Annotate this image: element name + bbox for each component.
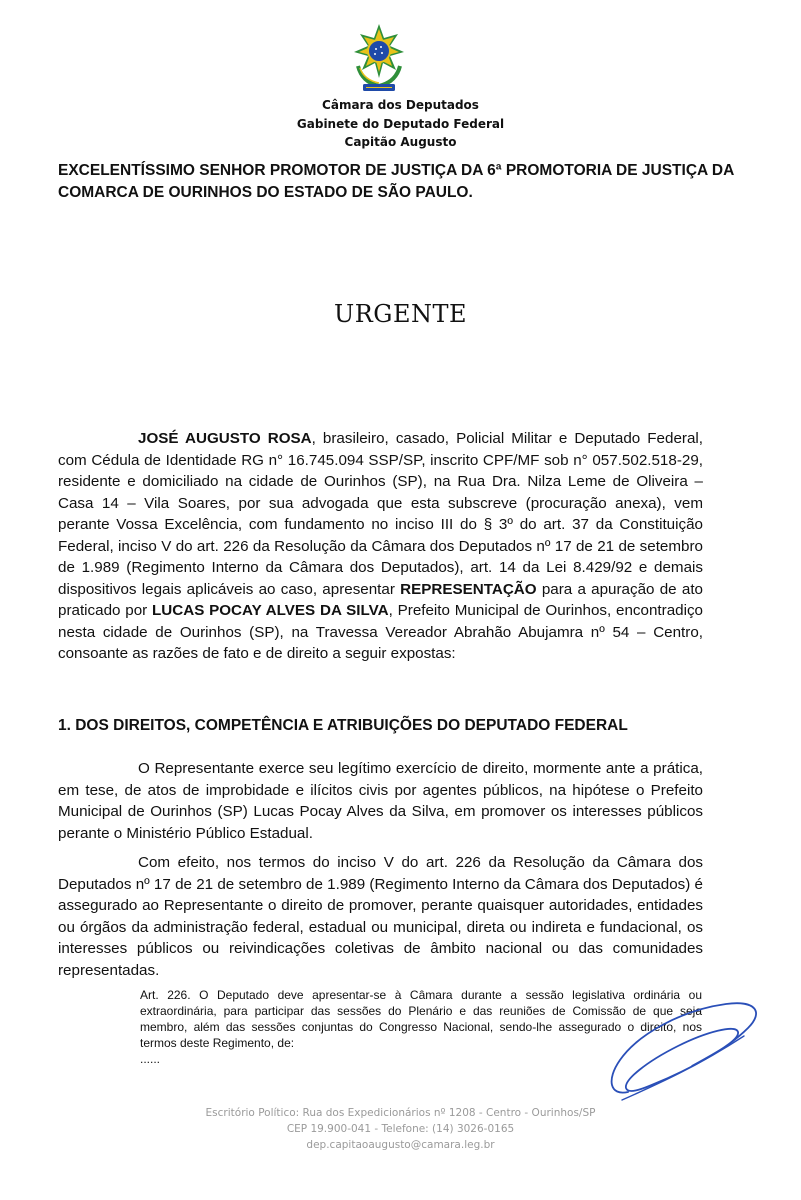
header-deputy-name: Capitão Augusto [344,135,457,149]
paragraph-legal-basis: Com efeito, nos termos do inciso V do art. 226 da Resolução da Câmara dos Deputados nº 17 de 21 de setembro de 1.989 (Regimento Interno da Câmara dos Deputados) é assegurado ao Representante o direito de promover, perante quaisquer autoridades, entidades ou órgãos da administração federal, estadual ou municipal, direta ou indireta e fundacional, os interesses públicos ou reivindicações coletivas de âmbito nacional ou das comunidades representadas. [58,854,703,979]
header-office-name: Gabinete do Deputado Federal [296,117,505,131]
urgent-title: URGENTE [333,300,467,328]
paragraph-rights: O Representante exerce seu legítimo exercício de direito, mormente ante a prática, em tese, de atos de improbidade e ilícitos civis por agentes públicos, na hipótese o Prefeito Municipal de Ourinhos (SP) Lucas Pocay Alves da Silva, em promover os interesses públicos perante o Ministério Público Estadual. [58,760,703,842]
representation-keyword: REPRESENTAÇÃO [400,580,537,598]
handwritten-signature [598,996,766,1106]
petitioner-name: JOSÉ AUGUSTO ROSA [138,430,312,447]
intro-text-1: , brasileiro, casado, Policial Militar e Deputado Federal, com Cédula de Identidade RG n° 16.745.094 SSP/SP, inscrito CPF/MF sob n° 057.502.518-29, residente e domiciliado na cidade de Ourinhos (SP), na Rua Dra. Nilza Leme de Oliveira – Casa 14 – Vila Soares, por sua advogada que esta subscreve (procuração anexa), vem perante Vossa Excelência, com fundamento no inciso III do § 3º do art. 37 da Constituição Federal, inciso V do art. 226 da Resolução da Câmara dos Deputados nº 17 de 21 de setembro de 1.989 (Regimento Interno da Câmara dos Deputados), art. 14 da Lei 8.429/92 e demais dispositivos legais aplicáveis ao caso, apresentar [58,430,703,598]
brazil-coat-of-arms-icon [346,22,412,96]
header-chamber-name: Câmara dos Deputados [322,98,479,112]
intro-text-2: para a apuração de ato praticado por [58,580,703,619]
intro-paragraph [58,428,703,665]
addressee-line: EXCELENTÍSSIMO SENHOR PROMOTOR DE JUSTIÇA DA 6ª PROMOTORIA DE JUSTIÇA DA COMARCA DE OURINHOS DO ESTADO DE SÃO PAULO. [58,162,734,201]
section-1-heading: 1. DOS DIREITOS, COMPETÊNCIA E ATRIBUIÇÕES DO DEPUTADO FEDERAL [58,717,628,734]
article-quote-ellipsis: ...... [140,1052,161,1066]
footer-email: dep.capitaoaugusto@camara.leg.br [306,1139,495,1151]
footer-office-address: Escritório Político: Rua dos Expedicionários nº 1208 - Centro - Ourinhos/SP [205,1107,596,1119]
intro-text-3: , Prefeito Municipal de Ourinhos, encontradiço nesta cidade de Ourinhos (SP), na Travessa Vereador Abrahão Abujamra nº 54 – Centro, consoante as razões de fato e de direito a seguir expostas: [58,602,704,662]
article-quote-text: Art. 226. O Deputado deve apresentar-se à Câmara durante a sessão legislativa ordinária ou extraordinária, para participar das sessões do Plenário e das reuniões de Comissão de que seja membro, além das sessões conjuntas do Congresso Nacional, sendo-lhe assegurado o direito, nos termos deste Regimento, de: [140,988,702,1050]
footer-zip-phone: CEP 19.900-041 - Telefone: (14) 3026-0165 [286,1123,515,1135]
mayor-name: LUCAS POCAY ALVES DA SILVA [152,602,389,619]
